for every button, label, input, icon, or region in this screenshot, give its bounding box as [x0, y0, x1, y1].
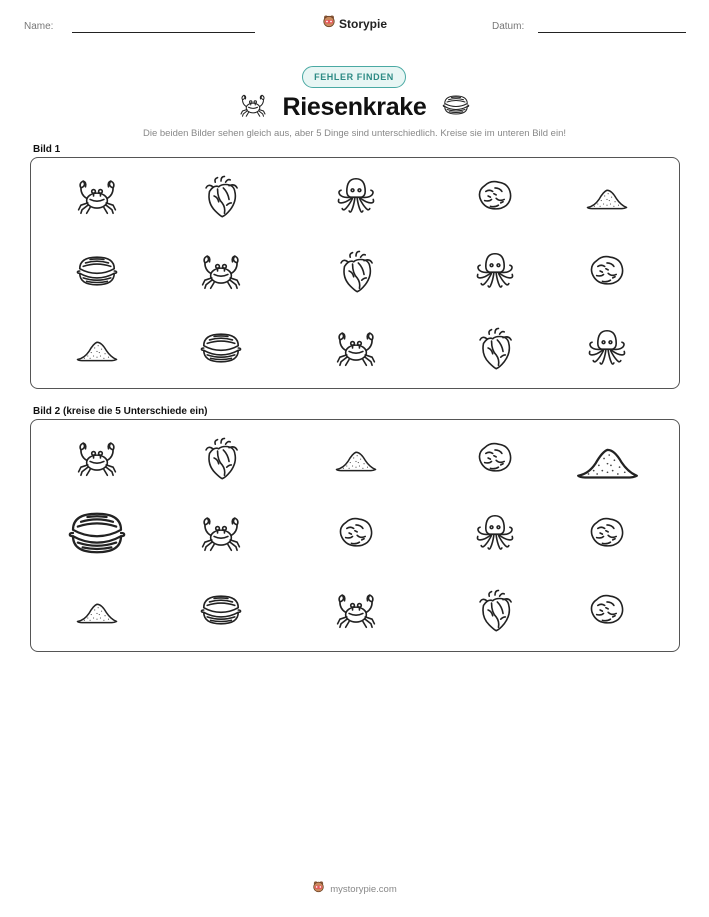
clam-icon [441, 90, 471, 125]
storypie-logo-icon [312, 880, 325, 898]
brand-name: Storypie [339, 16, 388, 31]
heart-icon[interactable] [198, 435, 244, 481]
sand-icon[interactable] [74, 587, 120, 633]
crab-icon [198, 248, 244, 294]
name-label: Name: [24, 21, 54, 32]
octopus-icon [584, 325, 630, 371]
date-line[interactable] [538, 32, 686, 33]
clam-icon[interactable] [65, 501, 129, 565]
sand-icon[interactable] [333, 435, 379, 481]
rock-icon [472, 173, 518, 219]
page-title: Riesenkrake [282, 93, 427, 121]
instructions: Die beiden Bilder sehen gleich aus, aber 5 Dinge sind unterschiedlich. Kreise sie im unteren Bild ein! [143, 128, 566, 139]
rock-icon[interactable] [472, 435, 518, 481]
sand-icon [584, 173, 630, 219]
sand-icon[interactable] [573, 424, 642, 493]
name-line[interactable] [72, 32, 255, 33]
heart-icon [333, 248, 379, 294]
clam-icon [198, 325, 244, 371]
footer [0, 880, 709, 898]
crab-icon[interactable] [198, 510, 244, 556]
octopus-icon [333, 173, 379, 219]
sand-icon [74, 325, 120, 371]
octopus-icon[interactable] [472, 510, 518, 556]
crab-icon[interactable] [333, 587, 379, 633]
storypie-logo-icon [322, 14, 336, 33]
worksheet-badge: FEHLER FINDEN [302, 66, 406, 88]
picture-1-panel [30, 157, 680, 389]
picture-2-panel[interactable] [30, 419, 680, 652]
rock-icon[interactable] [584, 587, 630, 633]
crab-icon [238, 90, 268, 125]
rock-icon [584, 248, 630, 294]
crab-icon[interactable] [74, 435, 120, 481]
rock-icon[interactable] [584, 510, 630, 556]
heart-icon [198, 173, 244, 219]
picture-1-label: Bild 1 [33, 144, 61, 155]
picture-2-label: Bild 2 (kreise die 5 Unterschiede ein) [33, 406, 208, 417]
clam-icon [74, 248, 120, 294]
octopus-icon [472, 248, 518, 294]
rock-icon[interactable] [333, 510, 379, 556]
date-label: Datum: [492, 21, 525, 32]
crab-icon [333, 325, 379, 371]
title-row [0, 90, 709, 125]
brand-logo [322, 14, 387, 33]
footer-url[interactable]: mystorypie.com [330, 883, 397, 895]
heart-icon[interactable] [472, 587, 518, 633]
heart-icon [472, 325, 518, 371]
clam-icon[interactable] [198, 587, 244, 633]
crab-icon [74, 173, 120, 219]
